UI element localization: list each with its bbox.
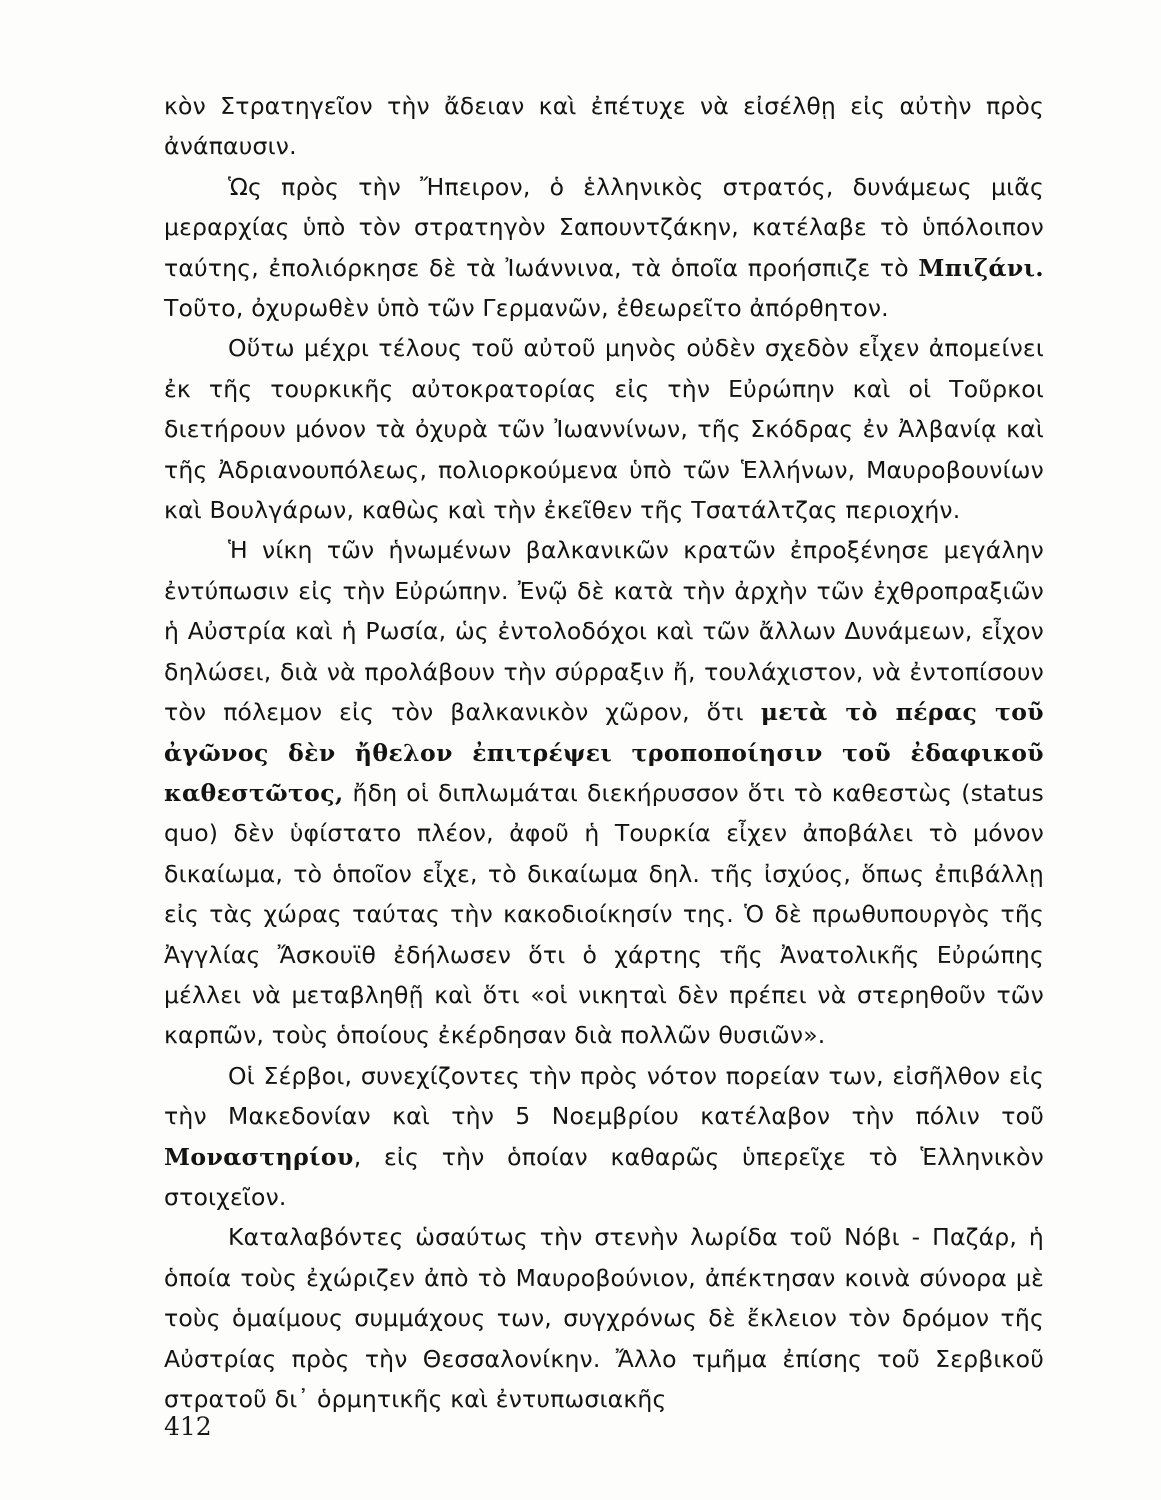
- page-number: 412: [164, 1412, 212, 1441]
- paragraph-1: [164, 86, 1044, 167]
- paragraph-3: [164, 328, 1044, 530]
- paragraph-text: Ὡς πρὸς τὴν Ἤπειρον, ὁ ἑλληνικὸς στρατός, δυνάμεως μιᾶς μεραρχίας ὑπὸ τὸν στρατηγὸν Σαπουντζάκην, κατέλαβε τὸ ὑπόλοιπον ταύτης, ἐπολιόρκησε δὲ τὰ Ἰωάννινα, τὰ ὁποῖα προήσπιζε τὸ: [164, 172, 1044, 282]
- bold-term: Μοναστηρίου: [164, 1142, 354, 1171]
- bold-term: Μπιζάνι.: [918, 253, 1044, 282]
- paragraph-text: ἤδη οἱ διπλωμάται διεκήρυσσον ὅτι τὸ καθεστὼς (status quo) δὲν ὑφίστατο πλέον, ἀφοῦ ἡ Τουρκία εἶχεν ἀποβάλει τὸ μόνον δικαίωμα, τὸ ὁποῖον εἶχε, τὸ δικαίωμα δηλ. τῆς ἰσχύος, ὅπως ἐπιβάλλῃ εἰς τὰς χώρας ταύτας τὴν κακοδιοίκησίν της. Ὁ δὲ πρωθυπουργὸς τῆς Ἀγγλίας Ἄσκουϊθ ἐδήλωσεν ὅτι ὁ χάρτης τῆς Ἀνατολικῆς Εὐρώπης μέλλει νὰ μεταβληθῇ καὶ ὅτι «οἱ νικηταὶ δὲν πρέπει νὰ στερηθοῦν τῶν καρπῶν, τοὺς ὁποίους ἐκέρδησαν διὰ πολλῶν θυσιῶν».: [164, 778, 1044, 1050]
- paragraph-5: [164, 1056, 1044, 1218]
- paragraph-text: Τοῦτο, ὀχυρωθὲν ὑπὸ τῶν Γερμανῶν, ἐθεωρεῖτο ἀπόρθητον.: [164, 294, 889, 323]
- paragraph-text: Οὕτω μέχρι τέλους τοῦ αὐτοῦ μηνὸς οὐδὲν σχεδὸν εἶχεν ἀπομείνει ἐκ τῆς τουρκικῆς αὐτοκρατορίας εἰς τὴν Εὐρώπην καὶ οἱ Τοῦρκοι διετήρουν μόνον τὰ ὀχυρὰ τῶν Ἰωαννίνων, τῆς Σκόδρας ἐν Ἀλβανίᾳ καὶ τῆς Ἀδριανουπόλεως, πολιορκούμενα ὑπὸ τῶν Ἑλλήνων, Μαυροβουνίων καὶ Βουλγάρων, καθὼς καὶ τὴν ἐκεῖθεν τῆς Τσατάλτζας περιοχήν.: [164, 334, 1044, 525]
- paragraph-text: Οἱ Σέρβοι, συνεχίζοντες τὴν πρὸς νότον πορείαν των, εἰσῆλθον εἰς τὴν Μακεδονίαν καὶ τὴν 5 Νοεμβρίου κατέλαβον τὴν πόλιν τοῦ: [164, 1061, 1044, 1131]
- bold-term: μετὰ τὸ πέρας τοῦ ἀγῶνος δὲν ἤθελον ἐπιτρέψει τροποποίησιν τοῦ ἐδαφικοῦ καθεστῶτος,: [164, 698, 1044, 807]
- body-text: [164, 86, 1044, 1419]
- paragraph-4: [164, 530, 1044, 1055]
- paragraph-text: κὸν Στρατηγεῖον τὴν ἄδειαν καὶ ἐπέτυχε νὰ εἰσέλθῃ εἰς αὐτὴν πρὸς ἀνάπαυσιν.: [164, 92, 1044, 161]
- paragraph-text: Ἡ νίκη τῶν ἡνωμένων βαλκανικῶν κρατῶν ἐπροξένησε μεγάλην ἐντύπωσιν εἰς τὴν Εὐρώπην. Ἐνῷ δὲ κατὰ τὴν ἀρχὴν τῶν ἐχθροπραξιῶν ἡ Αὐστρία καὶ ἡ Ρωσία, ὡς ἐντολοδόχοι καὶ τῶν ἄλλων Δυνάμεων, εἶχον δηλώσει, διὰ νὰ προλάβουν τὴν σύρραξιν ἤ, τουλάχιστον, νὰ ἐντοπίσουν τὸν πόλεμον εἰς τὸν βαλκανικὸν χῶρον, ὅτι: [164, 536, 1044, 727]
- paragraph-text: , εἰς τὴν ὁποίαν καθαρῶς ὑπερεῖχε τὸ Ἑλληνικὸν στοιχεῖον.: [164, 1142, 1044, 1211]
- paragraph-6: [164, 1217, 1044, 1419]
- paragraph-2: [164, 167, 1044, 329]
- paragraph-text: Καταλαβόντες ὡσαύτως τὴν στενὴν λωρίδα τοῦ Νόβι - Παζάρ, ἡ ὁποία τοὺς ἐχώριζεν ἀπὸ τὸ Μαυροβούνιον, ἀπέκτησαν κοινὰ σύνορα μὲ τοὺς ὁμαίμους συμμάχους των, συγχρόνως δὲ ἔκλειον τὸν δρόμον τῆς Αὐστρίας πρὸς τὴν Θεσσαλονίκην. Ἄλλο τμῆμα ἐπίσης τοῦ Σερβικοῦ στρατοῦ δι᾽ ὁρμητικῆς καὶ ἐντυπωσιακῆς: [164, 1223, 1044, 1413]
